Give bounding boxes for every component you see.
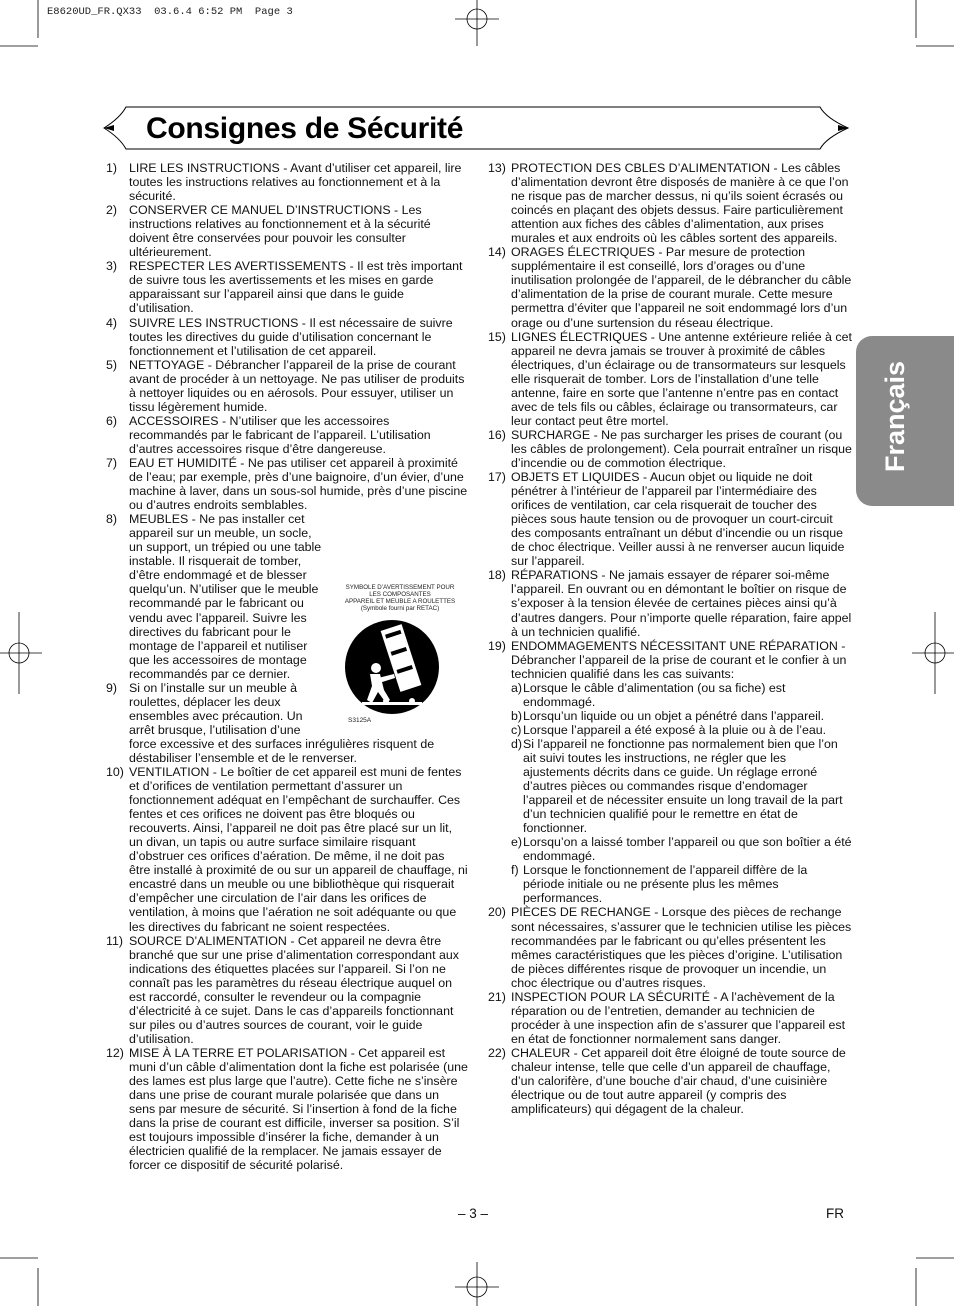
sub-item-text: Si l’appareil ne fonctionne pas normalement bien que l’on ait suivi toutes les instructions, ne régler que les ajustements décrits dans ce guide. Un réglage erroné d’autres pièces ou commandes risque d’endomager l’appareil et de nécessiter ensuite un long travail de la part d’un technicien qualifié pour le remettre en état de fonctionner. [523, 736, 843, 836]
figure-caption: SYMBOLE D’AVERTISSEMENT POUR LES COMPOSANTES APPAREIL ET MEUBLE A ROULETTES (Symbole fourni par RETAC) [344, 584, 456, 613]
item-text: SOURCE D’ALIMENTATION - Cet appareil ne devra être branché que sur une prise d’alimentation correspondant aux indications des étiquettes placées sur l’appareil. Si l’on ne connaît pas les paramètres du réseau électrique auquel on est raccordé, consulter le revendeur ou la compagnie d’électricité à ce sujet. Dans le cas d’appareils fonctionnant sur piles ou d’autres sources de courant, voir le guide d’utilisation. [129, 933, 459, 1046]
item-number: 5) [106, 357, 118, 372]
list-item [106, 203, 468, 259]
page-number: – 3 – [458, 1206, 489, 1221]
list-item [106, 316, 468, 358]
item-number: 9) [106, 680, 118, 695]
item-text: ORAGES ÉLECTRIQUES - Par mesure de protection supplémentaire il est conseillé, lors d’orages ou d’une inutilisation prolongée de l’appareil, de le débrancher du câble d’alimentation de la prise de courant murale. Cette mesure permettra d’éviter que l’appareil ne soit endommagé lors d’un orage ou d’une surtension du réseau électrique. [511, 245, 852, 330]
list-item [488, 161, 852, 245]
sub-item [511, 723, 852, 737]
sub-item-letter: e) [511, 835, 523, 850]
item-text: LIGNES ÉLECTRIQUES - Une antenne extérieure reliée à cet appareil ne devra jamais se trouver à proximité de câbles électriques, d’un éclairage ou de transormateurs sur lesquels elle risquerait de tomber. Lors de l’installation d’une telle antenne, faire en sorte que l’antenne n’entre pas en contact avec de tels fils ou câbles, éclairage ou transormateurs, car leur contact peut être mortel. [511, 329, 852, 428]
list-item [488, 245, 852, 329]
sub-item [511, 835, 852, 863]
item-text: MEUBLES - Ne pas installer cet appareil sur un meuble, un socle, un support, un trépied ou une table instable. Il risquerait de tomber, d’être endommagé et de blesser quelqu’un. N’utiliser que le meuble recommandé par le fabricant ou vendu avec l’appareil. Suivre les directives du fabricant pour le montage de l’appareil et nutiliser que les accessoires de montage recommandés par ce dernier. [129, 512, 322, 681]
item-text: PIÈCES DE RECHANGE - Lorsque des pièces de rechange sont nécessaires, s’assurer que le technicien utilise les pièces recommandées par le fabricant ou qu’elles présentent les mêmes caractéristiques que les pièces d’origine. L’utilisation de pièces différentes risque de provoquer un incendie, un choc électrique ou d’autres risques. [511, 905, 852, 990]
sub-item-letter: a) [511, 680, 523, 695]
item-number: 7) [106, 455, 118, 470]
sub-item-text: Lorsqu’on a laissé tomber l’appareil ou que son boîtier a été endommagé. [523, 835, 852, 864]
sub-item-text: Lorsque le fonctionnement de l’appareil diffère de la période initiale ou ne présente plus les mêmes performances. [523, 863, 808, 906]
sub-item-letter: f) [511, 863, 519, 878]
item-number: 3) [106, 259, 118, 274]
item-text: SUIVRE LES INSTRUCTIONS - Il est nécessaire de suivre toutes les directives du guide d’utilisation concernant le fonctionnement et l’utilisation de cet appareil. [129, 315, 453, 358]
item-text: ENDOMMAGEMENTS NÉCESSITANT UNE RÉPARATION - Débrancher l’appareil de la prise de courant et le confier à un technicien qualifié dans les cas suivants: [511, 638, 847, 681]
sub-item-letter: b) [511, 708, 523, 723]
item-number: 16) [488, 427, 506, 442]
sub-item [511, 737, 852, 835]
item-number: 18) [488, 568, 506, 583]
list-item [106, 259, 468, 315]
item-text: Si on l’installe sur un meuble à roulettes, déplacer les deux ensembles avec précaution. Un arrêt brusque, l’utilisation d’une force excessive et des surfaces inrégulières risquent de déstabiliser l’ensemble et de le renverser. [129, 680, 435, 765]
item-text: INSPECTION POUR LA SÉCURITÉ - A l’achèvement de la réparation ou de l’entretien, demander au technicien de procéder à une inspection afin de s’assurer que l’appareil est en état de fonctionner normalement sans danger. [511, 989, 846, 1046]
item-text: SURCHARGE - Ne pas surcharger les prises de courant (ou les câbles de prolongement). Cela pourrait entraîner un risque d’incendie ou de commotion électrique. [511, 427, 852, 470]
list-item [106, 681, 468, 765]
language-tab-label: Français [880, 360, 910, 472]
item-number: 12) [106, 1045, 124, 1060]
list-item [488, 568, 852, 638]
sub-item-text: Lorsqu’un liquide ou un objet a pénétré dans l’appareil. [523, 708, 825, 723]
sub-item-letter: d) [511, 736, 523, 751]
item-number: 21) [488, 989, 506, 1004]
item-number: 10) [106, 765, 124, 780]
sub-item [511, 863, 852, 905]
item-text: LIRE LES INSTRUCTIONS - Avant d’utiliser cet appareil, lire toutes les instructions relatives au fonctionnement et à la sécurité. [129, 161, 462, 204]
sub-item-letter: c) [511, 722, 522, 737]
item-text: CHALEUR - Cet appareil doit être éloigné de toute source de chaleur intense, telle que celle d’un appareil de chauffage, d’un calorifère, d’une bouche d’air chaud, d’une cuisinière électrique ou de tout autre appareil (y compris des amplificateurs) qui dégagent de la chaleur. [511, 1045, 846, 1117]
item-number: 19) [488, 638, 506, 653]
item-text: CONSERVER CE MANUEL D’INSTRUCTIONS - Les instructions relatives au fonctionnement et à la sécurité doivent être conservées pour pouvoir les consulter ultérieurement. [129, 203, 431, 260]
item-number: 17) [488, 470, 506, 485]
item-text: OBJETS ET LIQUIDES - Aucun objet ou liquide ne doit pénétrer à l’intérieur de l’appareil par l’intermédiaire des orifices de ventilation, car cela risquerait de toucher des pièces sous haute tension ou de provoquer un court-circuit des composants entraînant un début d’incendie ou un risque de choc électrique. Veiller aussi à ne renverser aucun liquide sur l’appareil. [511, 470, 845, 569]
item-number: 4) [106, 315, 118, 330]
item-text: RÉPARATIONS - Ne jamais essayer de réparer soi-même l’appareil. En ouvrant ou en démontant le boîtier on risque de s’exposer à la tension élevée de certaines pièces ainsi qu’à d’autres dangers. Pour n’importe quelle réparation, faire appel à un technicien qualifié. [511, 568, 852, 639]
list-item [106, 414, 468, 456]
list-item [106, 456, 468, 512]
list-item [488, 428, 852, 470]
item-number: 20) [488, 905, 506, 920]
sub-item-text: Lorsque l’appareil a été exposé à la pluie ou à de l’eau. [523, 722, 827, 737]
item-text: MISE À LA TERRE ET POLARISATION - Cet appareil est muni d’un câble d’alimentation dont la fiche est polarisée (une des lames est plus large que l’autre). Cette fiche ne s’insère dans une prise de courant murale polarisée que dans un sens par mesure de sécurité. Si l’insertion à fond de la fiche dans la prise de courant est difficile, inverser sa position. S’il est toujours impossible d’insérer la fiche, demander à un électricien qualifié de la remplacer. Ne jamais essayer de forcer ce dispositif de sécurité polarisé. [129, 1045, 468, 1173]
sub-item [511, 681, 852, 709]
figure-code: S3125A [348, 717, 372, 725]
list-item [488, 990, 852, 1046]
list-item [488, 1046, 852, 1116]
item-number: 6) [106, 413, 118, 428]
item-text: PROTECTION DES CBLES D’ALIMENTATION - Les câbles d’alimentation devront être disposés de manière à ce que l’on ne risque pas de marcher dessus, ni qu’ils soient écrasés ou coincés en plaçant des objets dessus. Faire particulièrement attention aux fiches des câbles d’alimentation, aux prises murales et aux endroits où les câbles sortent des appareils. [511, 161, 849, 246]
list-item [488, 639, 852, 906]
item-number: 14) [488, 245, 506, 260]
item-text: ACCESSOIRES - N’utiliser que les accessoires recommandés par le fabricant de l’appareil. L’utilisation d’autres accessoires risque d’être dangereuse. [129, 413, 431, 456]
page-title: Consignes de Sécurité [146, 112, 464, 145]
item-number: 13) [488, 161, 506, 175]
list-item [488, 470, 852, 568]
list-item [106, 934, 468, 1046]
item-number: 8) [106, 512, 118, 527]
item-number: 22) [488, 1045, 506, 1060]
item-number: 11) [106, 933, 123, 948]
list-item [106, 161, 468, 203]
item-text: VENTILATION - Le boîtier de cet appareil est muni de fentes et d’orifices de ventilation permettant d’assurer un fonctionnement adéquat en l’empêchant de surchauffer. Ces fentes et ces orifices ne doivent pas être bloqués ou recouverts. Ainsi, l’appareil ne doit pas être placé sur un lit, un divan, un tapis ou autre surface similaire risquant d’obstruer ces orifices d’aération. De même, il ne doit pas être installé à proximité de ou sur un appareil de chauffage, ni encastré dans un meuble ou une bibliothèque qui risquerait d’empêcher une circulation de l’air dans les orifices de ventilation, à moins que l’aération ne soit adéquante ou que les directives du fabricant ne soient respectées. [129, 765, 468, 934]
item-number: 1) [106, 161, 118, 175]
list-item [106, 765, 468, 934]
list-item [106, 1046, 468, 1172]
language-code: FR [826, 1206, 844, 1221]
item-text: NETTOYAGE - Débrancher l’appareil de la prise de courant avant de procéder à un nettoyage. Ne pas utiliser de produits à nettoyer liquides ou en aérosols. Pour essuyer, utiliser un tissu légèrement humide. [129, 357, 465, 414]
item-number: 2) [106, 203, 118, 218]
list-item [106, 358, 468, 414]
item-number: 15) [488, 329, 506, 344]
sub-item-text: Lorsque le câble d’alimentation (ou sa fiche) est endommagé. [523, 680, 786, 709]
list-item [488, 330, 852, 428]
item-text: RESPECTER LES AVERTISSEMENTS - Il est très important de suivre tous les avertissements et les mises en garde apparaissant sur l’appareil ainsi que dans le guide d’utilisation. [129, 259, 463, 316]
left-column [106, 161, 468, 1172]
item-text: EAU ET HUMIDITÉ - Ne pas utiliser cet appareil à proximité de l’eau; par exemple, près d’une baignoire, d’un évier, d’une machine à laver, dans un sous-sol humide, près d’une piscine ou d’autres endroits semblables. [129, 455, 468, 513]
sub-item [511, 709, 852, 723]
list-item [488, 905, 852, 989]
right-column [488, 161, 852, 1116]
print-slug: E8620UD_FR.QX33 03.6.4 6:52 PM Page 3 [47, 6, 293, 18]
